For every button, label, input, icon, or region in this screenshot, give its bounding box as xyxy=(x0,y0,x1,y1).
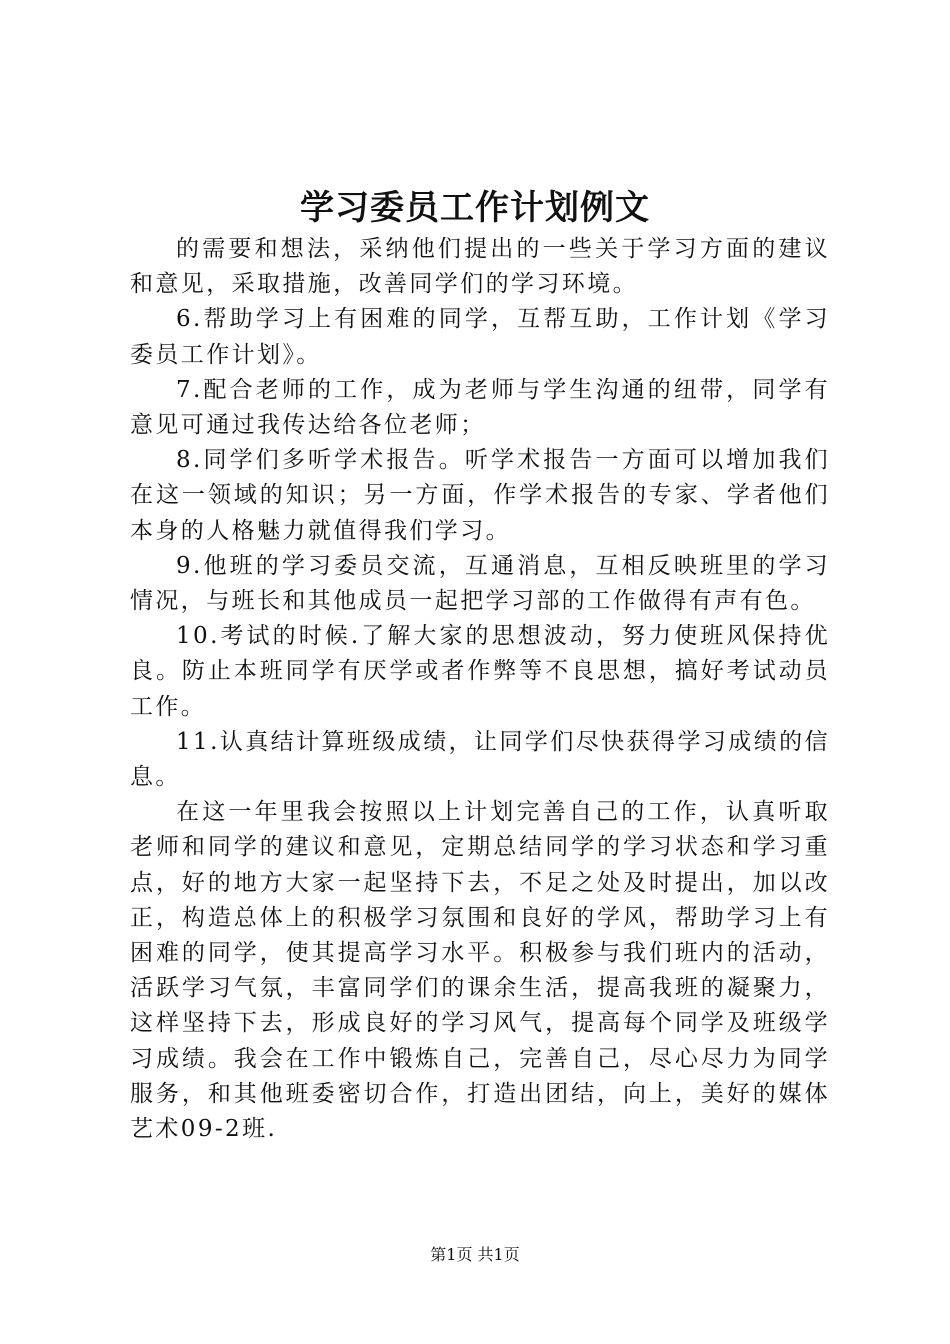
paragraph-item-7: 7.配合老师的工作，成为老师与学生沟通的纽带，同学有意见可通过我传达给各位老师； xyxy=(130,376,830,439)
document-title: 学习委员工作计划例文 xyxy=(300,188,650,228)
document-body xyxy=(130,232,830,1147)
paragraph-item-8: 8.同学们多听学术报告。听学术报告一方面可以增加我们在这一领域的知识；另一方面，作学术报告的专家、学者他们本身的人格魅力就值得我们学习。 xyxy=(130,447,830,544)
paragraph-item-6: 6.帮助学习上有困难的同学，互帮互助，工作计划《学习委员工作计划》。 xyxy=(130,306,830,368)
paragraph-intro: 的需要和想法，采纳他们提出的一些关于学习方面的建议和意见，采取措施，改善同学们的学习环境。 xyxy=(130,236,830,298)
paragraph-item-11: 11.认真结计算班级成绩，让同学们尽快获得学习成绩的信息。 xyxy=(130,728,830,791)
paragraph-item-9: 9.他班的学习委员交流，互通消息，互相反映班里的学习情况，与班长和其他成员一起把学习部的工作做得有声有色。 xyxy=(130,552,830,615)
page-number-footer: 第1页 共1页 xyxy=(430,1245,520,1264)
paragraph-conclusion: 在这一年里我会按照以上计划完善自己的工作，认真听取老师和同学的建议和意见，定期总结同学的学习状态和学习重点，好的地方大家一起坚持下去，不足之处及时提出，加以改正，构造总体上的积极学习氛围和良好的学风，帮助学习上有困难的同学，使其提高学习水平。积极参与我们班内的活动，活跃学习气氛，丰富同学们的课余生活，提高我班的凝聚力，这样坚持下去，形成良好的学习风气，提高每个同学及班级学习成绩。我会在工作中锻炼自己，完善自己，尽心尽力为同学服务，和其他班委密切合作，打造出团结，向上，美好的媒体艺术09-2班. xyxy=(130,799,830,1143)
paragraph-item-10: 10.考试的时候.了解大家的思想波动，努力使班风保持优良。防止本班同学有厌学或者作弊等不良思想，搞好考试动员工作。 xyxy=(130,623,830,720)
